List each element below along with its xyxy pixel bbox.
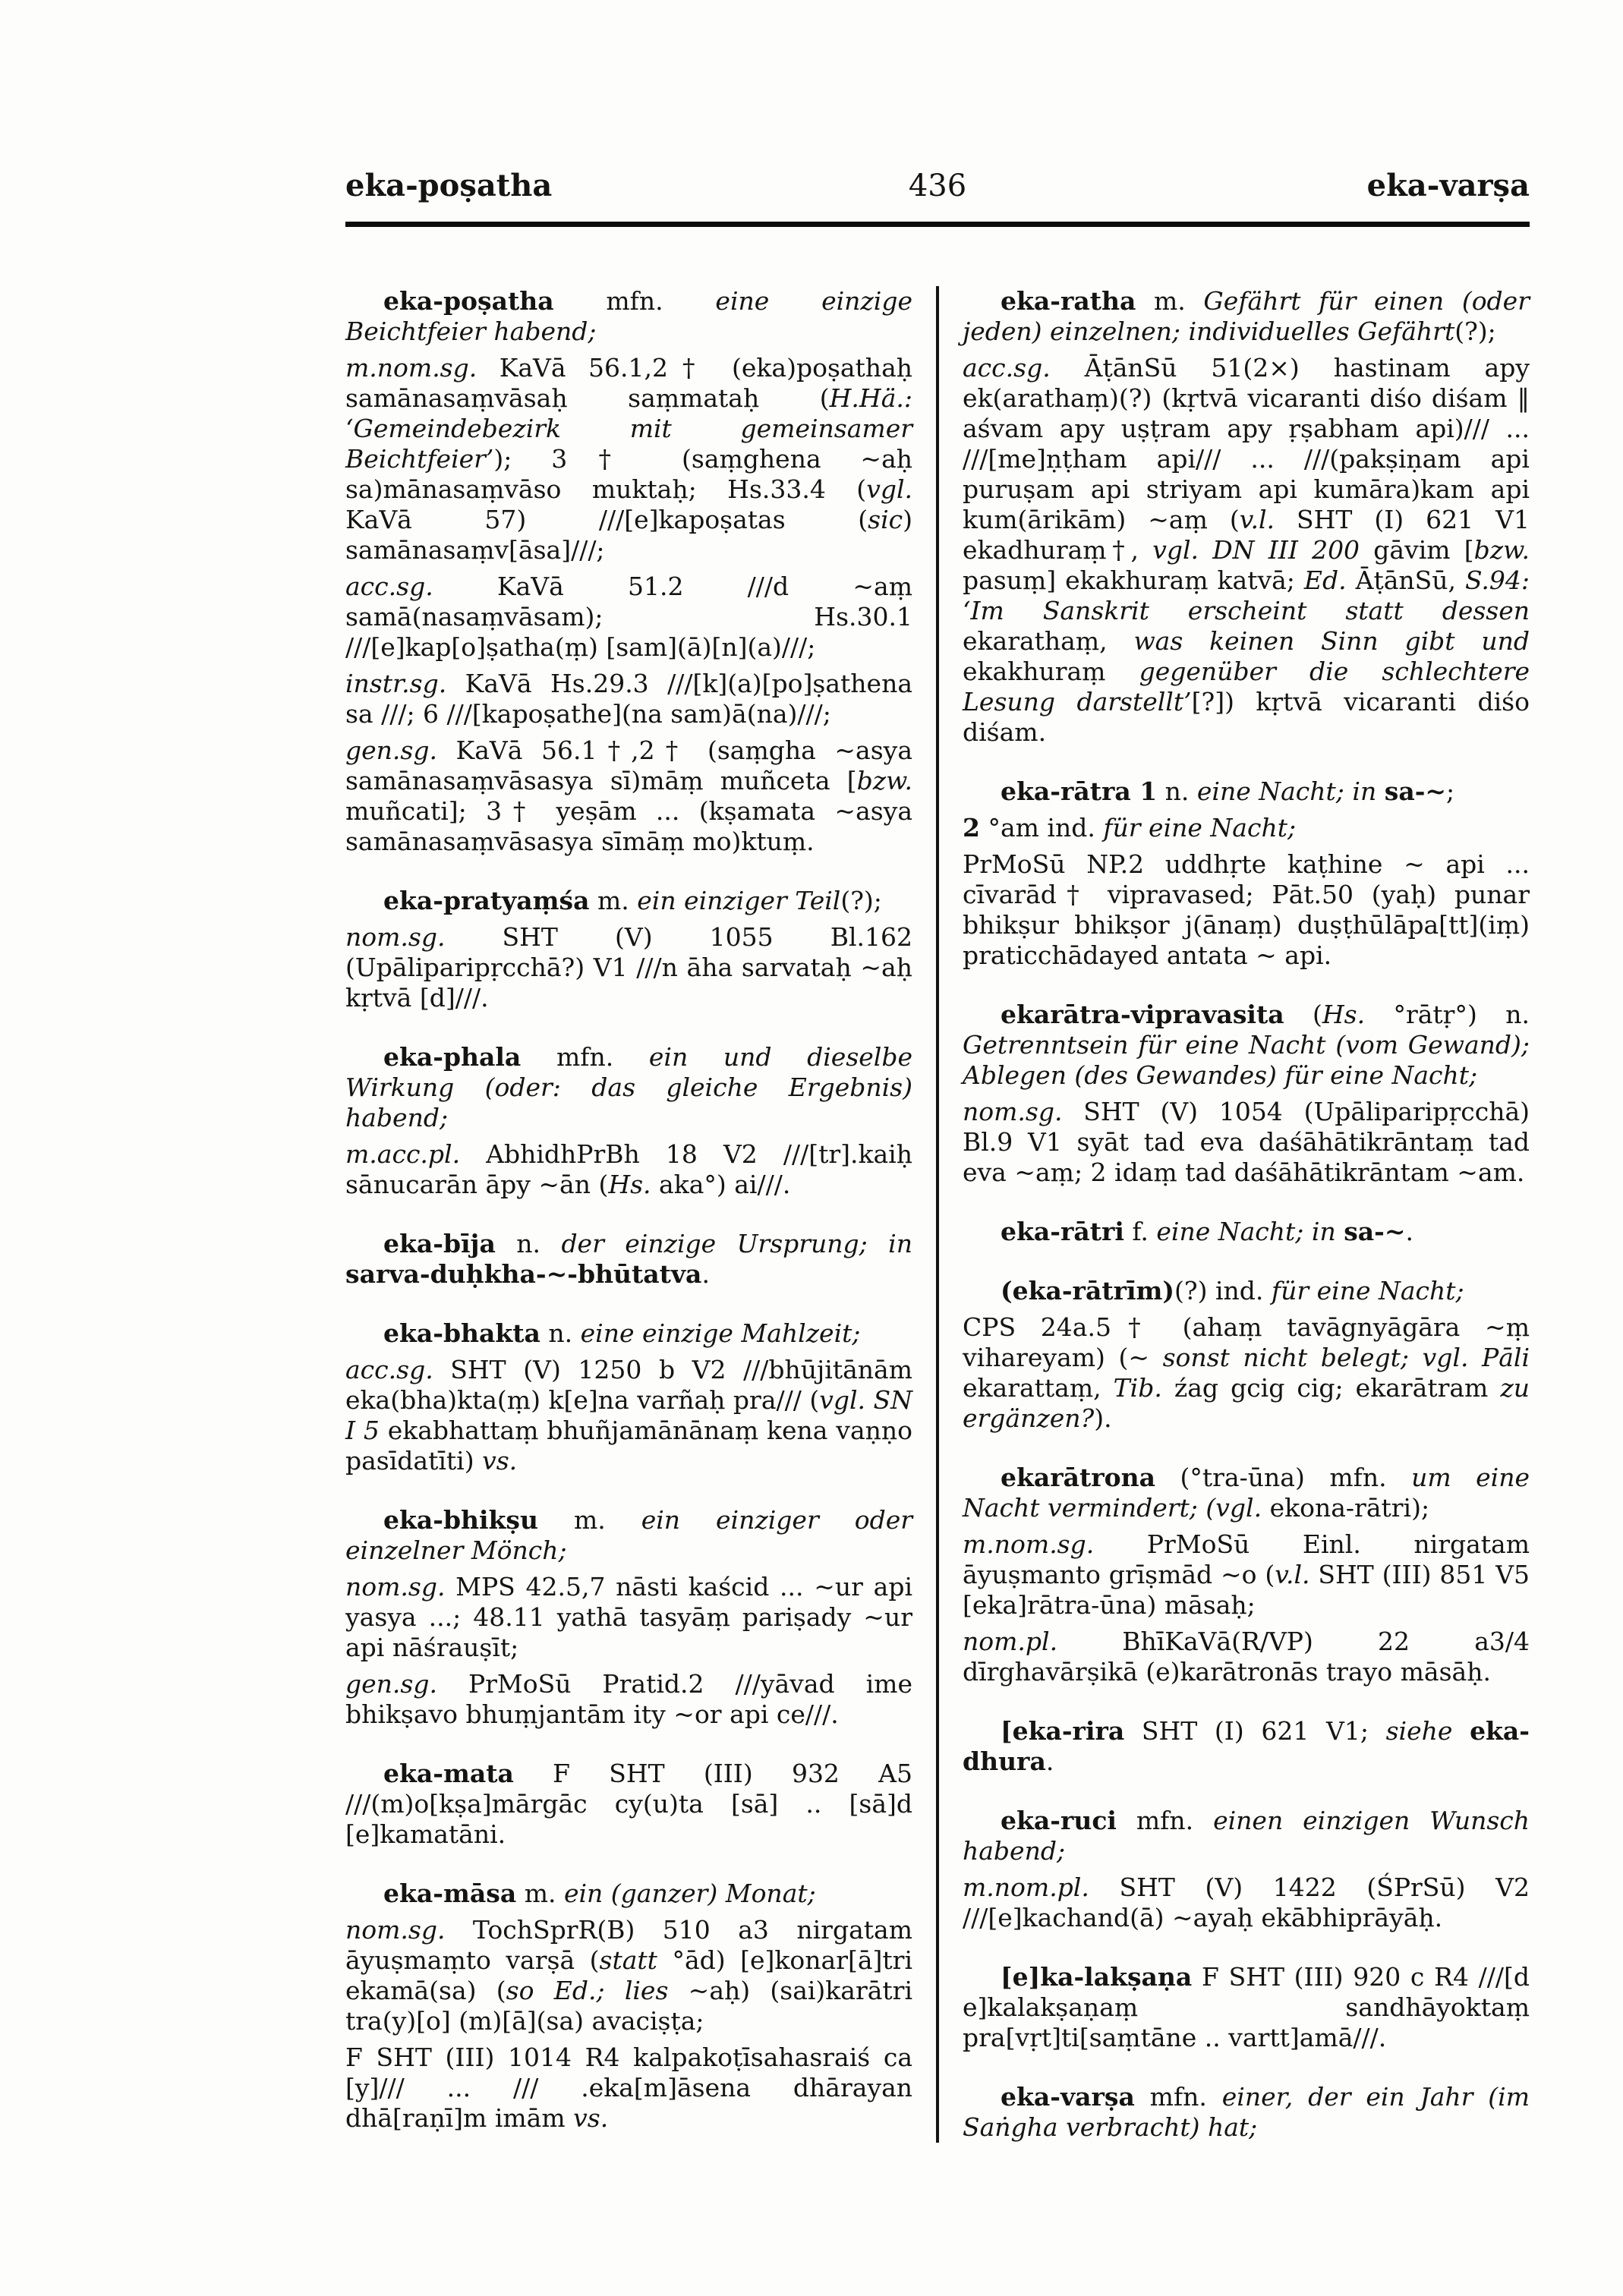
dictionary-entry [963, 1000, 1530, 1188]
entry-paragraph [345, 1139, 912, 1200]
text-run: um eine Nacht vermindert; (vgl. [963, 1463, 1530, 1523]
text-run: ĀṭānSū, [1346, 565, 1465, 595]
text-run: ekona-rātri); [1262, 1493, 1430, 1523]
text-run: bzw. [856, 766, 912, 795]
text-run: eine einzige Beichtfeier habend; [345, 286, 912, 346]
text-run: pasuṃ] ekakhuraṃ katvā; [963, 565, 1304, 595]
dictionary-entry [345, 1318, 912, 1476]
text-run: für eine Nacht; [1271, 1276, 1464, 1305]
text-run: PrMoSū Pratid.2 ///yāvad ime bhikṣavo bhuṃjantām ity ~or api ce///. [345, 1669, 912, 1729]
header-rule [345, 222, 1530, 227]
text-run: eine Nacht; in [1196, 776, 1377, 806]
entry-head-paragraph [963, 1000, 1530, 1091]
text-run: vgl. SN I 5 [345, 1385, 913, 1445]
dictionary-entry [345, 1042, 912, 1200]
entry-head-paragraph [963, 1217, 1530, 1247]
dictionary-entry [345, 1759, 912, 1850]
text-run: m. [516, 1879, 564, 1908]
entry-head-paragraph [345, 1318, 912, 1349]
entry-head-paragraph [963, 1806, 1530, 1866]
dictionary-entry [963, 1716, 1530, 1777]
text-run: instr.sg. [345, 669, 447, 698]
text-run: SHT (III) 851 V5 [eka]rātra-ūna) māsaḥ; [963, 1560, 1530, 1620]
text-run: SHT (V) 1250 b V2 ///bhūjitānām eka(bha)kta(ṃ) k[e]na varñaḥ pra/// ( [345, 1355, 912, 1415]
text-run: eka-bhikṣu [383, 1505, 538, 1535]
entry-head-paragraph [345, 1229, 912, 1290]
entry-paragraph [345, 1915, 912, 2036]
text-run: °am ind. [979, 813, 1104, 842]
text-run: siehe [1385, 1716, 1453, 1746]
text-run: sonst nicht belegt; vgl. Pāli [1162, 1343, 1530, 1372]
text-run: [e]ka-lakṣaṇa [1001, 1962, 1193, 1992]
text-run: sarva-duḥkha-~-bhūtatva [345, 1259, 702, 1289]
entry-paragraph [345, 922, 912, 1013]
text-run: KaVā 51.2 ///d ~aṃ samā(nasaṃvāsam); Hs.30.1 ///[e]kap[o]ṣatha(ṃ) [sam](ā)[n](a)///; [345, 572, 912, 662]
text-run: F SHT (III) 932 A5 ///(m)o[kṣa]mārgāc cy(u)ta [sā] .. [sā]d [e]kamatāni. [345, 1759, 912, 1849]
text-run: was keinen Sinn gibt und [1133, 626, 1530, 656]
running-head-right: eka-varṣa [1366, 168, 1530, 203]
text-run: m. [589, 886, 638, 915]
entry-head-paragraph [963, 286, 1530, 347]
text-run: MPS 42.5,7 nāsti kaścid ... ~ur api yasya ...; 48.11 yathā tasyāṃ pariṣady ~ur api nāśrauṣīt; [345, 1572, 912, 1662]
text-run: Getrenntsein für eine Nacht (vom Gewand); Ablegen (des Gewandes) für eine Nacht; [963, 1030, 1530, 1090]
text-run: ekarattaṃ, [963, 1373, 1114, 1403]
text-run: TochSprR(B) 510 a3 nirgatam āyuṣmaṃto varṣā ( [345, 1915, 912, 1975]
text-run: m.acc.pl. [345, 1139, 461, 1169]
text-run: KaVā 56.1†,2† (saṃgha ~asya samānasaṃvāsasya sī)māṃ muñceta [ [345, 735, 912, 795]
text-run: v.l. [1275, 1560, 1310, 1589]
entry-paragraph [345, 669, 912, 729]
entry-head-paragraph [345, 286, 912, 347]
text-run: sa-~ [1384, 776, 1447, 806]
text-run: mfn. [553, 286, 716, 316]
text-run [1452, 1716, 1470, 1746]
text-run: eka-poṣatha [383, 286, 554, 316]
text-run: ); 3† (saṃghena ~aḥ sa)mānasaṃvāso muktaḥ; Hs.33.4 ( [345, 444, 912, 504]
text-run: n. [495, 1229, 562, 1258]
entry-paragraph [345, 353, 912, 565]
text-run: eka-ruci [1001, 1806, 1117, 1835]
text-run: bzw. [1473, 535, 1530, 565]
text-run: ein (ganzer) Monat; [563, 1879, 816, 1908]
dictionary-entry [963, 1276, 1530, 1434]
entry-head-paragraph [345, 1042, 912, 1133]
entry-head-paragraph [345, 1879, 912, 1909]
text-run: eka-ratha [1001, 286, 1136, 316]
text-run: Hs. [608, 1170, 651, 1199]
text-run: statt [599, 1945, 657, 1975]
text-run: SHT (I) 621 V1 ekadhuraṃ†, [963, 505, 1530, 565]
text-run: [?]) kṛtvā vicaranti diśo diśam. [963, 687, 1530, 747]
text-run: . [701, 1259, 710, 1289]
text-run: (eka-rātrīm) [1001, 1276, 1175, 1305]
text-run: ~aḥ) (sai)karātri tra(y)[o] (m)[ā](sa) avaciṣṭa; [345, 1976, 913, 2036]
dictionary-entry [963, 2082, 1530, 2143]
text-run: nom.sg. [345, 1572, 446, 1602]
text-run: sa-~ [1344, 1217, 1406, 1246]
entry-head-paragraph [345, 1759, 912, 1850]
text-run: mfn. [521, 1042, 649, 1072]
entry-head-paragraph [963, 776, 1530, 807]
text-run: KaVā Hs.29.3 ///[k](a)[po]ṣathena sa ///; 6 ///[kapoṣathe](na sam)ā(na)///; [345, 669, 912, 729]
dictionary-entry [345, 886, 912, 1013]
text-run: muñcati]; 3† yeṣām ... (kṣamata ~asya samānasaṃvāsasya sīmāṃ mo)ktuṃ. [345, 796, 912, 856]
text-run: sic [868, 505, 903, 534]
entry-paragraph [345, 1669, 912, 1730]
text-run: ekarātrona [1001, 1463, 1156, 1492]
text-run: der einzige Ursprung; in [561, 1229, 912, 1258]
text-run: H.Hä.: ‘Gemeindebezirk mit gemeinsamer Beichtfeier’ [345, 383, 912, 474]
text-run [1336, 1217, 1344, 1246]
text-run: m.nom.sg. [345, 353, 477, 383]
page-header [345, 168, 1530, 203]
text-run: CPS 24a.5† (ahaṃ tavāgnyāgāra ~ṃ vihareyam) (~ [963, 1312, 1530, 1372]
text-run: ekarathaṃ, [963, 626, 1134, 656]
text-run: mfn. [1134, 2082, 1222, 2112]
text-run: eka-phala [383, 1042, 522, 1072]
text-run: m. [1136, 286, 1204, 316]
text-run: einer, der ein Jahr (im Saṅgha verbracht) hat; [963, 2082, 1530, 2142]
entry-paragraph [963, 1627, 1530, 1687]
entry-head-paragraph [345, 886, 912, 916]
text-run: (°tra-ūna) mfn. [1155, 1463, 1412, 1492]
text-run: m.nom.sg. [963, 1529, 1095, 1559]
entry-paragraph [963, 1097, 1530, 1188]
text-run: °rātṛ°) n. [1365, 1000, 1530, 1029]
text-run: acc.sg. [963, 353, 1051, 383]
entry-head-paragraph [963, 1463, 1530, 1523]
text-run: ekabhattaṃ bhuñjamānānaṃ kena vaṇṇo pasīdatīti) [345, 1416, 912, 1476]
text-run: Hs. [1322, 1000, 1366, 1029]
text-run: ekarātra-vipravasita [1001, 1000, 1284, 1029]
text-run: aka°) ai///. [651, 1170, 791, 1199]
entry-paragraph [963, 813, 1530, 843]
text-run: BhīKaVā(R/VP) 22 a3/4 dīrghavārṣikā (e)karātronās trayo māsāḥ. [963, 1627, 1530, 1687]
text-run: mfn. [1116, 1806, 1214, 1835]
text-run: 2 [963, 813, 980, 842]
text-run: ekakhuraṃ [963, 657, 1139, 686]
text-run: Gefährt für einen (oder jeden) einzelnen; individuelles Gefährt [963, 286, 1530, 346]
text-run: vgl. DN III 200 [1152, 535, 1360, 565]
text-run: (?); [1454, 317, 1496, 346]
text-run: gāvim [ [1360, 535, 1474, 565]
text-run: PrMoSū Einl. nirgatam āyuṣmanto grīṣmād ~o ( [963, 1529, 1530, 1589]
entry-paragraph [963, 1312, 1530, 1434]
text-run: gen.sg. [345, 735, 437, 765]
text-run: ) samānasaṃv[āsa]///; [345, 505, 912, 565]
text-run: so Ed.; lies [506, 1976, 669, 2005]
entry-head-paragraph [963, 1962, 1530, 2053]
text-run: SHT (V) 1055 Bl.162 (Upāliparipṛcchā?) V1 ///n āha sarvataḥ ~aḥ kṛtvā [d]///. [345, 922, 912, 1013]
text-run: eine einzige Mahlzeit; [580, 1318, 861, 1348]
entry-paragraph [345, 1572, 912, 1663]
dictionary-entry [963, 1463, 1530, 1687]
text-run: eka-pratyaṃśa [383, 886, 590, 915]
entry-head-paragraph [345, 1505, 912, 1566]
text-run: F SHT (III) 920 c R4 ///[d e]kalakṣaṇaṃ sandhāyoktaṃ pra[vṛt]ti[saṃtāne .. vartt]amā///. [963, 1962, 1530, 2052]
column-right [963, 286, 1530, 2143]
text-run: KaVā 57) ///[e]kapoṣatas ( [345, 505, 868, 534]
column-left [345, 286, 912, 2143]
text-run: m.nom.pl. [963, 1872, 1089, 1902]
entry-paragraph [345, 1355, 912, 1476]
text-run [1376, 776, 1385, 806]
text-run: eka-māsa [383, 1879, 517, 1908]
text-run: gen.sg. [345, 1669, 437, 1699]
text-run: eka-varṣa [1001, 2082, 1135, 2112]
text-run: eine Nacht; in [1156, 1217, 1336, 1246]
entry-paragraph [345, 2042, 912, 2134]
text-run: eka-rātri [1001, 1217, 1124, 1246]
text-run: Ed. [1303, 565, 1347, 595]
text-run: eka-bīja [383, 1229, 496, 1258]
text-run: S.94: ‘Im Sanskrit erscheint statt dessen [963, 565, 1530, 625]
text-run: eka-dhura [963, 1716, 1530, 1776]
dictionary-entry [345, 1229, 912, 1290]
dictionary-entry [963, 1217, 1530, 1247]
entry-paragraph [963, 1872, 1530, 1933]
text-run: eka-mata [383, 1759, 514, 1788]
text-run: °ād) [e]konar[ā]tri ekamā(sa) ( [345, 1945, 912, 2005]
page-content [345, 168, 1530, 2143]
dictionary-entry [963, 286, 1530, 748]
text-run: ; [1446, 776, 1455, 806]
page-number: 436 [908, 168, 967, 203]
text-run: ( [1284, 1000, 1322, 1029]
text-run: n. [1157, 776, 1197, 806]
entry-paragraph [345, 572, 912, 663]
text-run: vgl. [866, 474, 912, 504]
entry-paragraph [345, 735, 912, 857]
text-run: ein und dieselbe Wirkung (oder: das gleiche Ergebnis) habend; [345, 1042, 912, 1132]
text-run: nom.sg. [963, 1097, 1063, 1126]
text-run: nom.sg. [345, 1915, 446, 1945]
text-run: AbhidhPrBh 18 V2 ///[tr].kaiḥ sānucarān āpy ~ān ( [345, 1139, 912, 1199]
text-run: ĀṭānSū 51(2×) hastinam apy ek(arathaṃ)(?) (kṛtvā vicaranti diśo diśam ‖ aśvam apy uṣṭram apy ṛṣabham api)/// ... ///[me]ṇṭham api/// ... ///(pakṣiṇam api puruṣam api striyam api kumāra)kam api kum(ārikām) ~aṃ ( [963, 353, 1530, 534]
text-run: für eine Nacht; [1103, 813, 1297, 842]
column-divider [936, 286, 939, 2143]
text-run: eka-bhakta [383, 1318, 540, 1348]
text-run: zu ergänzen? [963, 1373, 1530, 1433]
text-run: (?) ind. [1174, 1276, 1272, 1305]
entry-paragraph [963, 1529, 1530, 1620]
dictionary-entry [963, 1962, 1530, 2053]
text-run: SHT (I) 621 V1; [1124, 1716, 1386, 1746]
text-run: gegenüber die schlechtere Lesung darstellt’ [963, 657, 1530, 717]
text-run: (?); [840, 886, 882, 915]
entry-head-paragraph [963, 2082, 1530, 2143]
text-run: eka-rātra 1 [1001, 776, 1158, 806]
entry-paragraph [963, 353, 1530, 748]
text-run: n. [540, 1318, 581, 1348]
text-run: acc.sg. [345, 572, 433, 601]
dictionary-entry [345, 286, 912, 857]
entry-head-paragraph [963, 1716, 1530, 1777]
text-run: vs. [573, 2103, 609, 2133]
text-run: KaVā 56.1,2† (eka)poṣathaḥ samānasaṃvāsaḥ saṃmataḥ ( [345, 353, 912, 413]
dictionary-entry [963, 776, 1530, 971]
text-run: nom.pl. [963, 1627, 1058, 1656]
entry-paragraph [963, 849, 1530, 971]
text-run: ein einziger oder einzelner Mönch; [345, 1505, 912, 1565]
text-run: ein einziger Teil [637, 886, 841, 915]
text-run: [eka-rira [1001, 1716, 1125, 1746]
running-head-left: eka-poṣatha [345, 168, 553, 203]
text-run: f. [1123, 1217, 1157, 1246]
dictionary-entry [963, 1806, 1530, 1933]
text-run: PrMoSū NP.2 uddhṛte kaṭhine ~ api ... cīvarād† vipravased; Pāt.50 (yaḥ) punar bhikṣur bhikṣor j(ānaṃ) duṣṭhūlāpa[tt](iṃ) praticchādayed antata ~ api. [963, 849, 1530, 970]
text-run: SHT (V) 1054 (Upāliparipṛcchā) Bl.9 V1 syāt tad eva daśāhātikrāntaṃ tad eva ~aṃ; 2 idaṃ tad daśāhātikrāntam ~am. [963, 1097, 1530, 1187]
text-run: . [1045, 1746, 1054, 1776]
text-run: F SHT (III) 1014 R4 kalpakoṭīsahasraiś ca [y]/// ... /// .eka[m]āsena dhārayan dhā[raṇī]m imām [345, 2042, 912, 2133]
text-run: źag gcig cig; ekarātram [1161, 1373, 1501, 1403]
text-run: ). [1094, 1403, 1112, 1433]
text-run: v.l. [1239, 505, 1275, 534]
text-run: nom.sg. [345, 922, 446, 952]
dictionary-entry [345, 1505, 912, 1730]
text-run: acc.sg. [345, 1355, 433, 1384]
text-run: SHT (V) 1422 (ŚPrSū) V2 ///[e]kachand(ā) ~ayaḥ ekābhiprāyāḥ. [963, 1872, 1530, 1932]
text-run: Tib. [1113, 1373, 1162, 1403]
dictionary-entry [345, 1879, 912, 2134]
text-columns [345, 286, 1530, 2143]
text-run: . [1405, 1217, 1414, 1246]
entry-head-paragraph [963, 1276, 1530, 1306]
text-run: m. [537, 1505, 641, 1535]
text-run: vs. [482, 1446, 518, 1476]
text-run: einen einzigen Wunsch habend; [963, 1806, 1530, 1866]
